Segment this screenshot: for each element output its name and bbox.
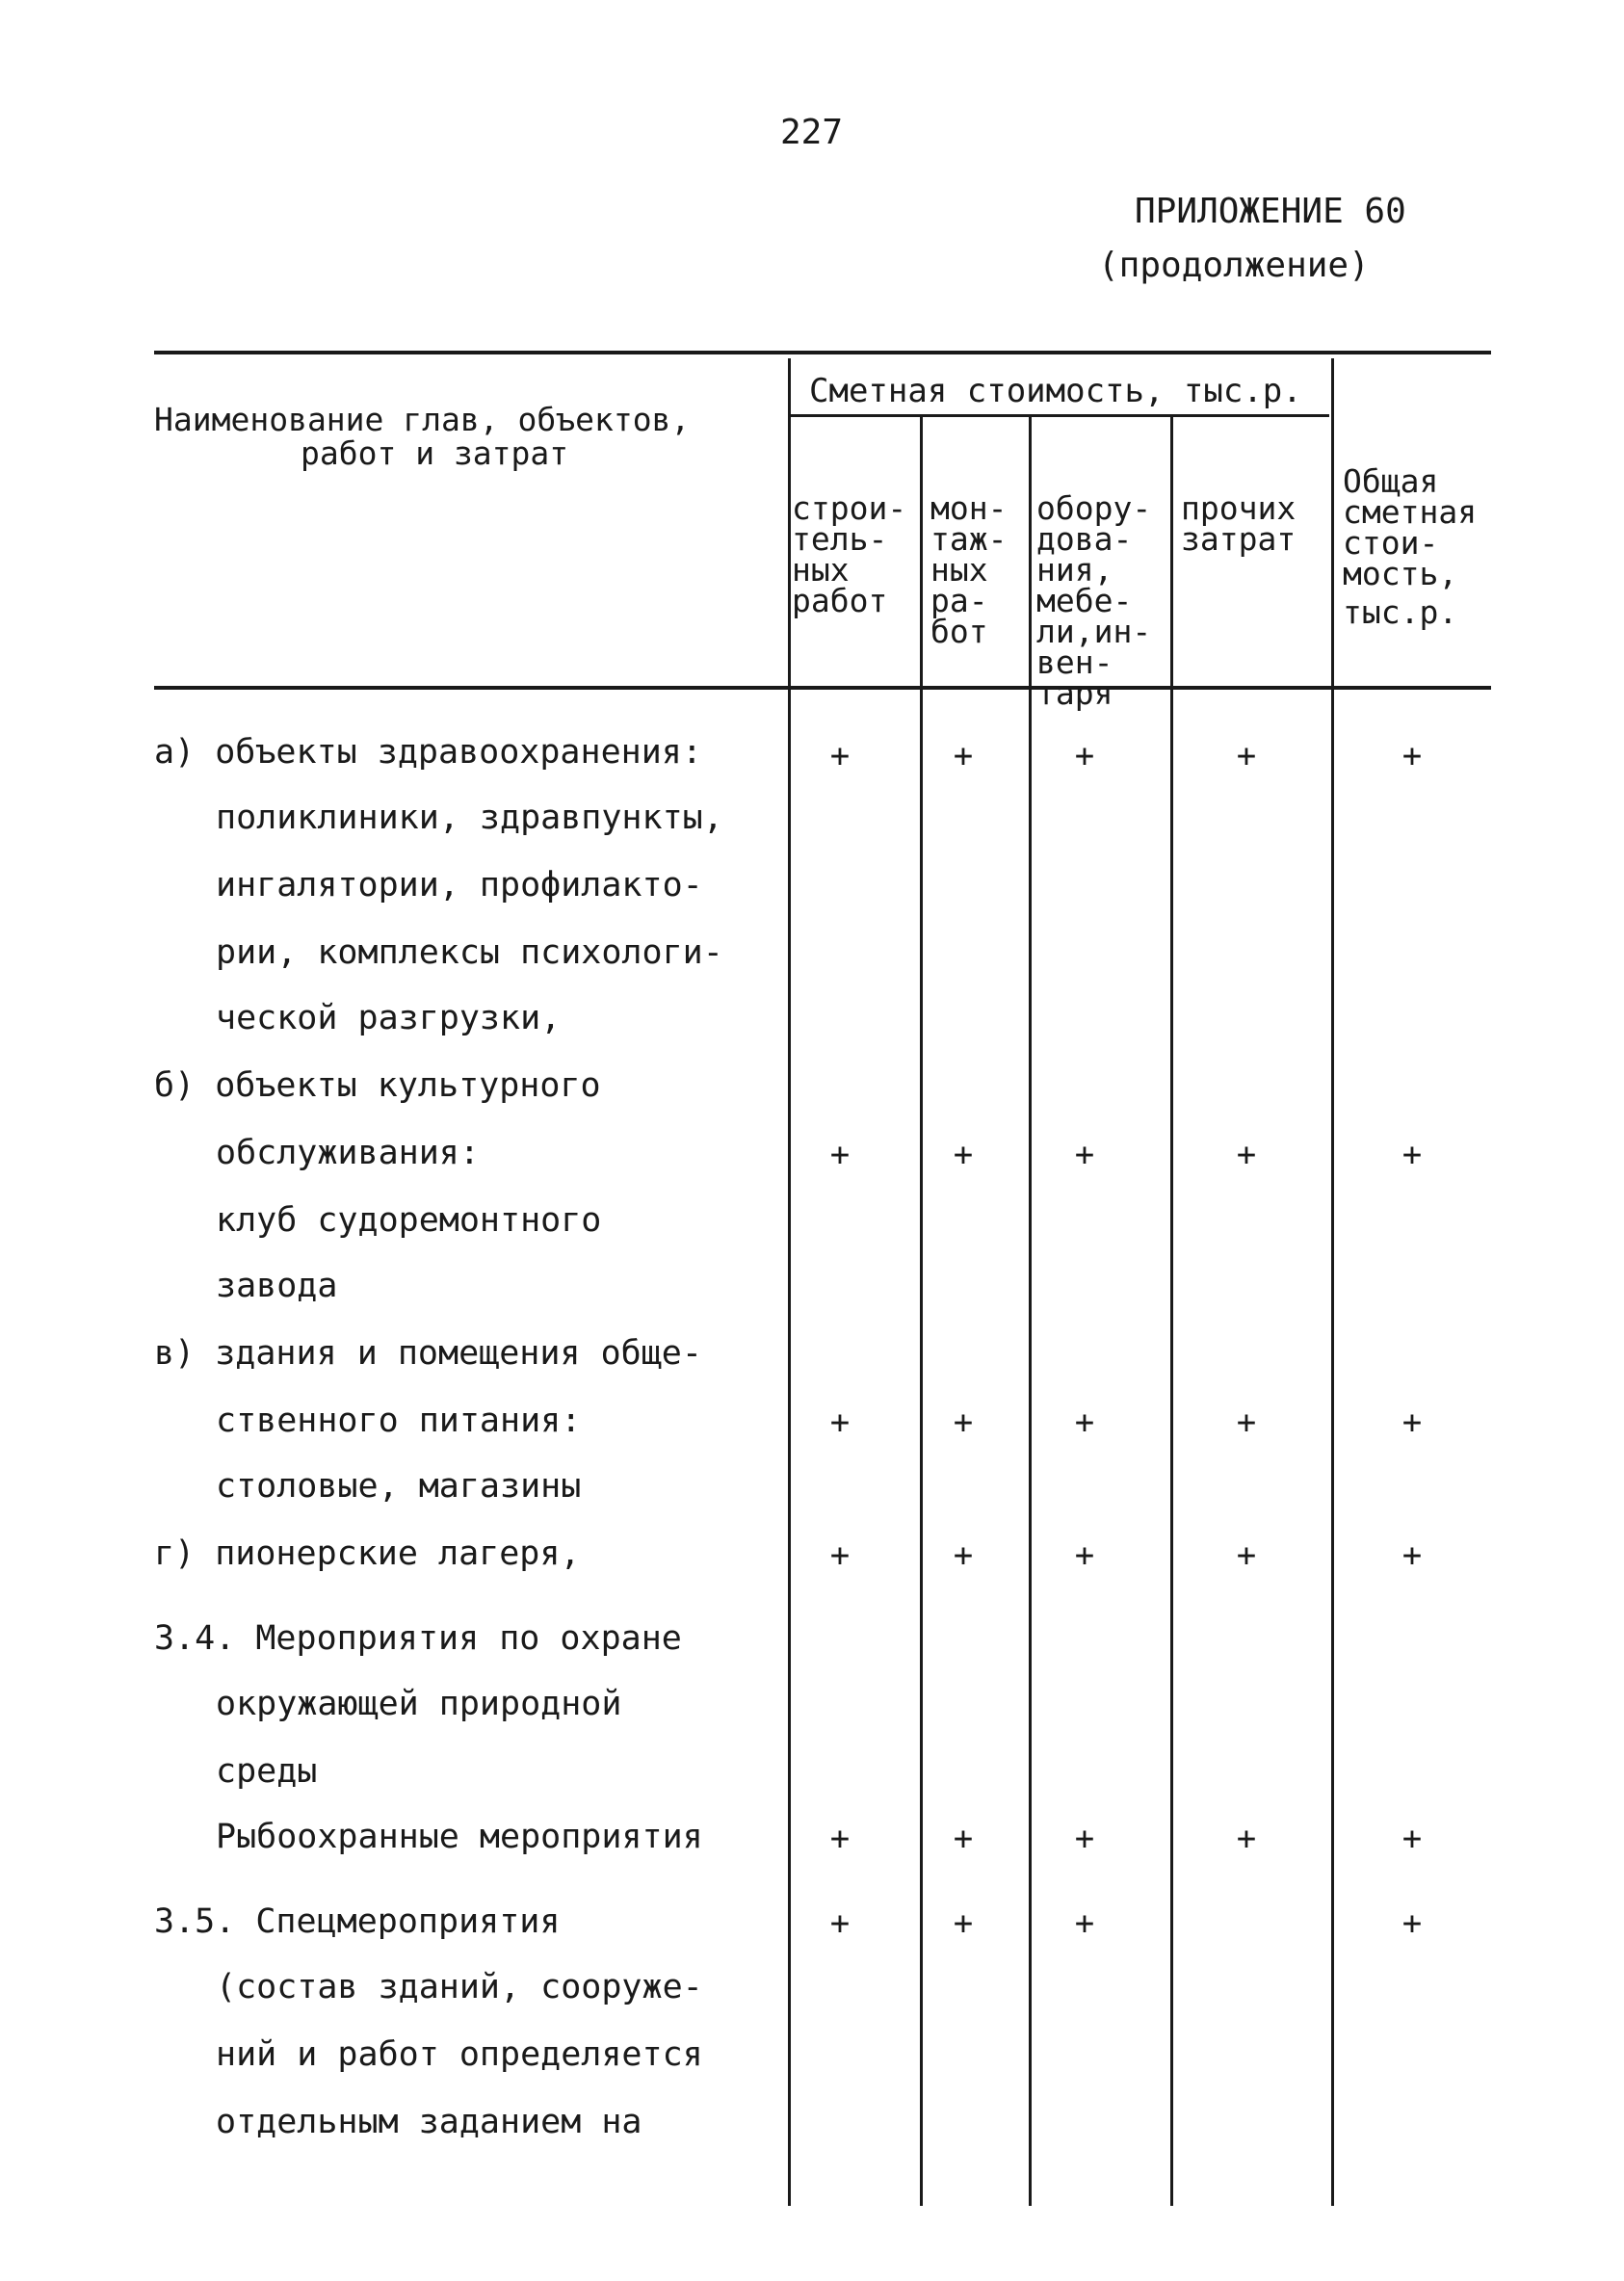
cell-mark: + <box>1401 737 1423 775</box>
header-bottom-rule <box>154 686 1491 690</box>
table-row-text: рии, комплексы психологи- <box>216 933 723 972</box>
cell-mark: + <box>829 1136 851 1174</box>
cell-mark: + <box>1236 1536 1257 1575</box>
table-row-text: (состав зданий, сооруже- <box>216 1968 703 2006</box>
appendix-title: ПРИЛОЖЕНИЕ 60 <box>1135 192 1406 231</box>
cell-mark: + <box>1236 1820 1257 1858</box>
cell-mark: + <box>953 1904 974 1943</box>
table-row-text: поликлиники, здравпункты, <box>216 799 723 837</box>
cell-mark: + <box>1401 1403 1423 1442</box>
cell-mark: + <box>829 1904 851 1943</box>
table-row-text: Рыбоохранные мероприятия <box>216 1818 703 1856</box>
cell-mark: + <box>829 1536 851 1575</box>
cell-mark: + <box>829 737 851 775</box>
table-row-text: 3.5. Спецмероприятия <box>154 1902 561 1941</box>
header-cost-group: Сметная стоимость, тыс.р. <box>809 372 1302 410</box>
cell-mark: + <box>1401 1820 1423 1858</box>
table-row-text: окружающей природной <box>216 1685 622 1723</box>
cell-mark: + <box>1236 1136 1257 1174</box>
cell-mark: + <box>953 1403 974 1442</box>
cell-mark: + <box>1074 1904 1095 1943</box>
header-col-construction: строи- тель- ных работ <box>792 489 907 619</box>
table-row-text: б) объекты культурного <box>154 1066 601 1105</box>
header-col-other: прочих затрат <box>1181 489 1297 558</box>
column-divider <box>920 416 923 2206</box>
table-row-text: ственного питания: <box>216 1402 582 1440</box>
cell-mark: + <box>1236 737 1257 775</box>
table-row-text: ингалятории, профилакто- <box>216 866 703 905</box>
column-divider <box>1029 416 1032 2206</box>
table-row-text: среды <box>216 1752 318 1791</box>
cell-mark: + <box>1074 1820 1095 1858</box>
cell-mark: + <box>1074 1136 1095 1174</box>
cell-mark: + <box>1236 1403 1257 1442</box>
table-row-text: 3.4. Мероприятия по охране <box>154 1619 682 1658</box>
cell-mark: + <box>1074 737 1095 775</box>
table-row-text: столовые, магазины <box>216 1467 582 1506</box>
appendix-subtitle: (продолжение) <box>1098 246 1370 285</box>
cell-mark: + <box>1401 1904 1423 1943</box>
cell-mark: + <box>953 1536 974 1575</box>
table-row-text: ческой разгрузки, <box>216 999 562 1037</box>
column-divider <box>1170 416 1173 2206</box>
table-row-text: в) здания и помещения обще- <box>154 1334 702 1373</box>
cost-group-rule <box>790 414 1329 417</box>
cell-mark: + <box>1074 1536 1095 1575</box>
cell-mark: + <box>1074 1403 1095 1442</box>
header-name-line: работ и затрат <box>301 434 569 472</box>
cell-mark: + <box>953 737 974 775</box>
header-name-line: Наименование глав, объектов, <box>154 401 691 438</box>
cell-mark: + <box>829 1820 851 1858</box>
page-number: 227 <box>780 113 844 152</box>
table-row-text: ний и работ определяется <box>216 2035 703 2074</box>
header-col-equipment: обору- дова- ния, мебе- ли,ин- вен- таря <box>1036 489 1152 712</box>
column-divider <box>788 358 791 2206</box>
table-row-text: отдельным заданием на <box>216 2103 642 2141</box>
table-row-text: завода <box>216 1267 338 1305</box>
table-row-text: г) пионерские лагеря, <box>154 1534 581 1573</box>
table-row-text: а) объекты здравоохранения: <box>154 733 702 772</box>
cell-mark: + <box>953 1136 974 1174</box>
cell-mark: + <box>953 1820 974 1858</box>
table-row-text: клуб судоремонтного <box>216 1201 602 1240</box>
table-top-rule <box>154 351 1491 354</box>
cell-mark: + <box>1401 1136 1423 1174</box>
column-divider <box>1331 358 1334 2206</box>
header-col-installation: мон- таж- ных ра- бот <box>930 489 1008 650</box>
table-row-text: обслуживания: <box>216 1134 480 1172</box>
cell-mark: + <box>1401 1536 1423 1575</box>
header-col-total: Общая сметная стои- мость, тыс.р. <box>1343 462 1478 631</box>
cell-mark: + <box>829 1403 851 1442</box>
